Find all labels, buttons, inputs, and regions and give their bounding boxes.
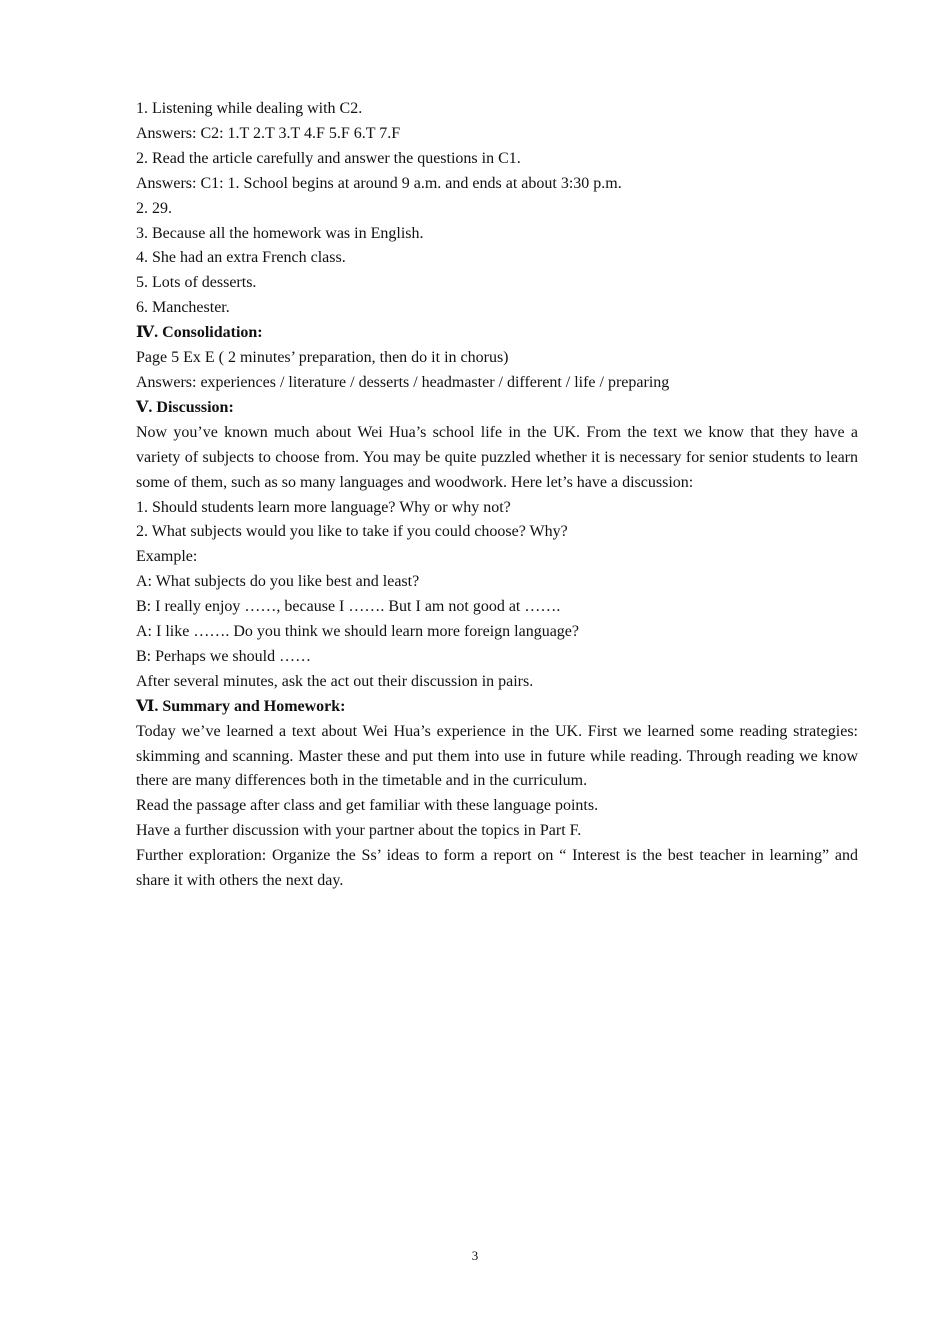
- page-number: 3: [471, 1248, 479, 1263]
- discussion-after: After several minutes, ask the act out their discussion in pairs.: [136, 672, 534, 690]
- discussion-intro: Now you’ve known much about Wei Hua’s school life in the UK. From the text we know that they have a variety of subjects to choose from. You may be quite puzzled whether it is necessary for senior students to learn some of them, such as so many languages and woodwork. Here let’s have a discussion:: [136, 423, 858, 491]
- c1-answer-5: 5. Lots of desserts.: [136, 274, 257, 292]
- c1-answer-2: 2. 29.: [136, 199, 172, 217]
- c1-answer-1: Answers: C1: 1. School begins at around 9 a.m. and ends at about 3:30 p.m.: [136, 174, 622, 192]
- reading-instruction: 2. Read the article carefully and answer the questions in C1.: [136, 149, 521, 167]
- summary-heading: Ⅵ. Summary and Homework:: [136, 697, 346, 715]
- document-body: [136, 97, 858, 894]
- example-label: Example:: [136, 548, 198, 566]
- discussion-heading: Ⅴ. Discussion:: [136, 398, 234, 416]
- c1-answer-3: 3. Because all the homework was in English.: [136, 224, 424, 242]
- discussion-question-2: 2. What subjects would you like to take if you could choose? Why?: [136, 523, 568, 541]
- discussion-question-1: 1. Should students learn more language? Why or why not?: [136, 498, 511, 516]
- c2-answers: Answers: C2: 1.T 2.T 3.T 4.F 5.F 6.T 7.F: [136, 124, 401, 142]
- dialogue-line: A: I like ……. Do you think we should learn more foreign language?: [136, 623, 579, 641]
- dialogue-line: A: What subjects do you like best and least?: [136, 573, 420, 591]
- homework-line-1: Read the passage after class and get familiar with these language points.: [136, 797, 599, 815]
- dialogue-line: B: Perhaps we should ……: [136, 647, 312, 665]
- listening-instruction: 1. Listening while dealing with C2.: [136, 100, 363, 117]
- c1-answer-4: 4. She had an extra French class.: [136, 249, 346, 267]
- c1-answer-6: 6. Manchester.: [136, 299, 230, 317]
- consolidation-answers: Answers: experiences / literature / desserts / headmaster / different / life / preparing: [136, 373, 670, 391]
- consolidation-heading: Ⅳ. Consolidation:: [136, 324, 263, 342]
- homework-line-3: Further exploration: Organize the Ss’ ideas to form a report on “ Interest is the best teacher in learning” and share it with others the next day.: [136, 847, 858, 890]
- homework-line-2: Have a further discussion with your partner about the topics in Part F.: [136, 822, 582, 840]
- summary-paragraph: Today we’ve learned a text about Wei Hua’s experience in the UK. First we learned some reading strategies: skimming and scanning. Master these and put them into use in future while reading. Through reading we know there are many differences both in the timetable and in the curriculum.: [136, 722, 858, 790]
- consolidation-instruction: Page 5 Ex E ( 2 minutes’ preparation, then do it in chorus): [136, 349, 509, 367]
- dialogue-line: B: I really enjoy ……, because I ……. But I am not good at …….: [136, 598, 561, 616]
